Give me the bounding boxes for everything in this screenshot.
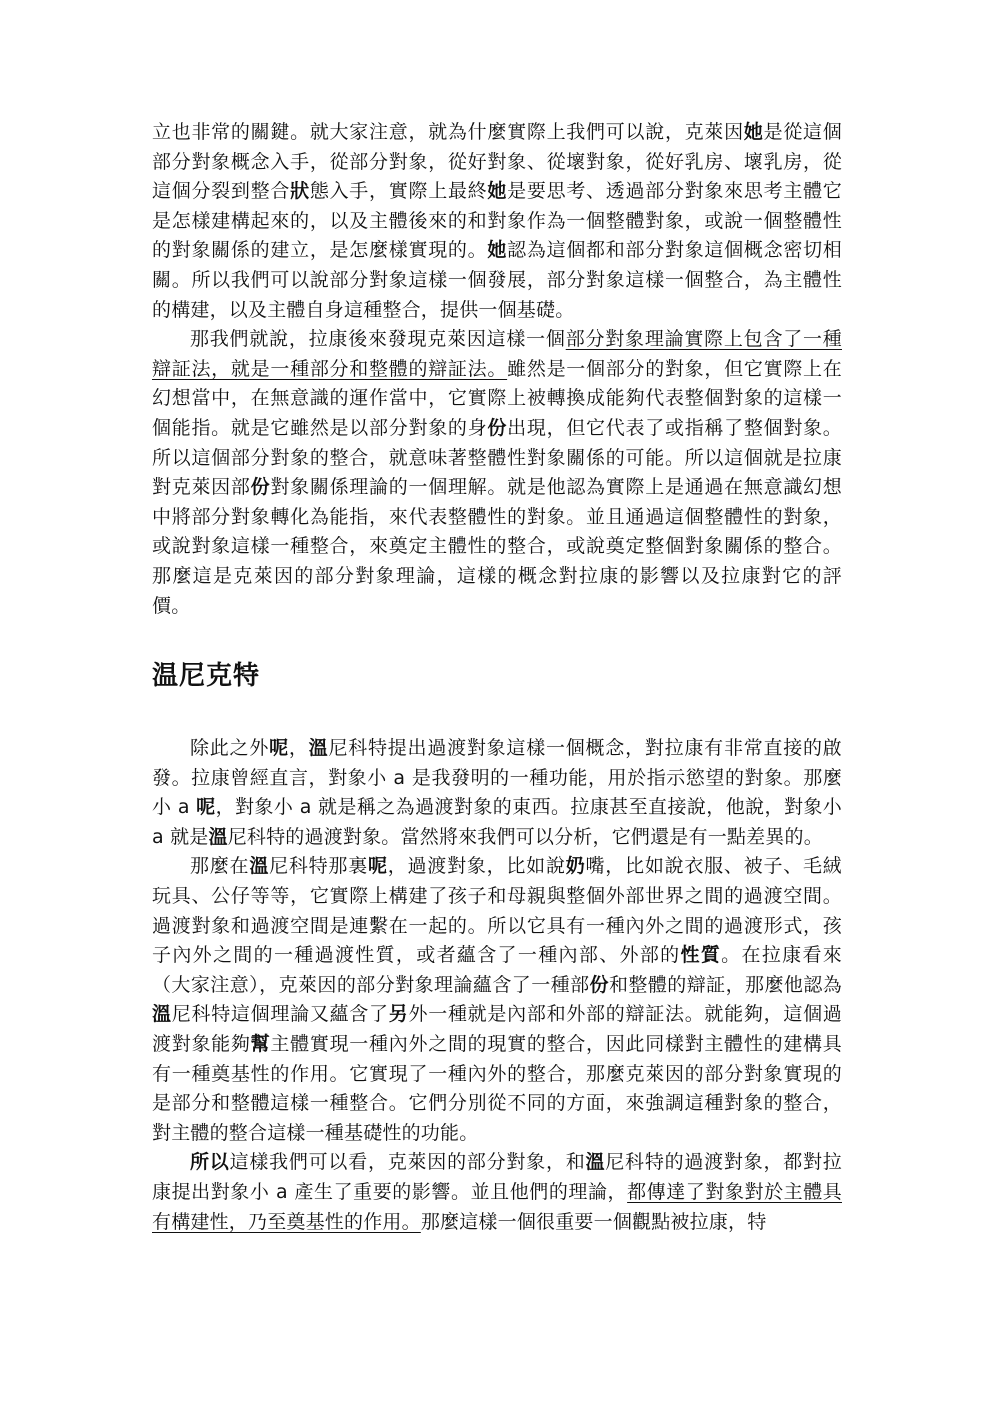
paragraph-conclusion <box>152 1148 842 1237</box>
text-run: 對象關係理論的一個理解。就是他認為實際上是通過在無意識幻想中將部分對象轉化為能指，來代表整體性的對象。並且通過這個整體性的對象，或說對象這樣一種整合，來奠定主體性的整合，或說奠定整個對象關係的整合。那麼這是克萊因的部分對象理論，這樣的概念對拉康的影響以及拉康對它的評價。 <box>152 476 842 617</box>
bold-text-run: 她 <box>743 121 764 143</box>
bold-text-run: 奶 <box>565 855 586 878</box>
text-run: 尼科特那裏 <box>269 855 368 878</box>
bold-text-run: 所以 <box>190 1151 230 1174</box>
text-run: 主體實現一種內外之間的現實的整合，因此同樣對主體性的建構具有一種奠基性的作用。它實現了一種內外的整合，那麼克萊因的部分對象實現的是部分和整體這樣一種整合。它們分別從不同的方面，來強調這種對象的整合，對主體的整合這樣一種基礎性的功能。 <box>152 1033 842 1144</box>
bold-text-run: 呢 <box>269 737 289 760</box>
text-run: 。在拉康看來（大家注意），克萊因的部分對象理論蘊含了一種部 <box>152 944 843 996</box>
text-run: 尼科特這個理論又蘊含了 <box>171 1003 389 1026</box>
text-run: 那麼在 <box>190 855 250 878</box>
text-run: 尼科特的過渡對象。當然將來我們可以分析，它們還是有一點差異的。 <box>227 825 823 848</box>
paragraph-lacan-on-klein <box>152 325 842 621</box>
text-run: 除此之外 <box>190 737 270 760</box>
bold-text-run: 溫 <box>249 855 270 878</box>
text-run: 是從這個部分對象概念入手，從部分對象，從好對象、從壞對象，從好乳房、壞乳房，從這個分裂到整合 <box>152 121 842 203</box>
text-run: ，對象小 a 就是稱之為過渡對象的東西。拉康甚至直接說，他說，對象小 a 就是 <box>152 796 842 848</box>
text-run: 尼科特提出過渡對象這樣一個概念，對拉康有非常直接的啟發。拉康曾經直言，對象小 a 是我發明的一種功能，用於指示慾望的對象。那麼小 a <box>152 737 843 819</box>
text-run: 態入手，實際上最終 <box>309 180 488 203</box>
paragraph-klein-partial-object-intro <box>152 118 842 325</box>
bold-text-run: 溫 <box>585 1151 606 1174</box>
bold-text-run: 溫 <box>152 1003 172 1026</box>
underlined-text-run: 部分對象理論實際上包含了一種辯証法，就是一種部分和整體的辯証法。 <box>152 328 842 380</box>
bold-text-run: 呢 <box>196 796 216 819</box>
bold-text-run: 呢 <box>367 855 388 878</box>
document-page <box>152 118 842 1237</box>
bold-text-run: 份 <box>250 476 271 499</box>
text-run: 尼科特的過渡對象，都對拉康提出對象小 a 產生了重要的影響。並且他們的理論， <box>152 1151 842 1203</box>
text-run: 雖然是一個部分的對象，但它實際上在幻想當中，在無意識的運作當中，它實際上被轉換成能夠代表整個對象的這樣一個能指。就是它雖然是以部分對象的身 <box>152 357 842 439</box>
text-run: 外一種就是內部和外部的辯証法。就能夠，這個過渡對象能夠 <box>152 1003 843 1056</box>
text-run: 嘴，比如說衣服、被子、毛絨玩具、公仔等等，它實際上構建了孩子和母親與整個外部世界之間的過渡空間。過渡對象和過渡空間是連繫在一起的。所以它具有一種內外之間的過渡形式，孩子內外之間的一種過渡性質，或者蘊含了一種內部、外部的 <box>152 855 842 967</box>
bold-text-run: 另 <box>388 1003 409 1026</box>
section-heading-winnicott: 温尼克特 <box>152 661 261 692</box>
text-run: 那我們就說，拉康後來發現克萊因這樣一個 <box>190 328 566 351</box>
bold-text-run: 狀 <box>290 180 310 203</box>
text-run: 和整體的辯証，那麼他認為 <box>608 973 842 996</box>
bold-text-run: 溫 <box>308 737 329 760</box>
bold-text-run: 份 <box>487 416 508 439</box>
text-run: 出現，但它代表了或指稱了整個對象。所以這個部分對象的整合，就意味著整體性對象關係的可能。所以這個就是拉康對克萊因部 <box>152 416 843 499</box>
bold-text-run: 她 <box>487 180 508 203</box>
text-run: ， <box>288 737 309 760</box>
paragraph-transitional-space <box>152 852 842 1148</box>
bold-text-run: 性質 <box>680 944 722 967</box>
bold-text-run: 溫 <box>208 825 228 848</box>
underlined-text-run: 都傳達了對象對於主體具有構建性，乃至奠基性的作用。 <box>152 1181 842 1233</box>
text-run: ，過渡對象，比如說 <box>387 855 566 878</box>
bold-text-run: 份 <box>589 973 609 996</box>
text-run: 那麼這樣一個很重要一個觀點被拉康，特 <box>420 1210 767 1233</box>
text-run: 這樣我們可以看，克萊因的部分對象，和 <box>229 1151 586 1174</box>
paragraph-transitional-object-intro <box>152 734 842 852</box>
text-run: 立也非常的關鍵。就大家注意，就為什麼實際上我們可以說，克萊因 <box>152 121 744 143</box>
bold-text-run: 幫 <box>250 1033 271 1056</box>
bold-text-run: 她 <box>487 239 508 262</box>
text-run: 認為這個都和部分對象這個概念密切相關。所以我們可以說部分對象這樣一個發展，部分對象這樣一個整合，為主體性的構建，以及主體自身這種整合，提供一個基礎。 <box>152 239 843 321</box>
text-run: 是要思考、透過部分對象來思考主體它是怎樣建構起來的，以及主體後來的和對象作為一個整體對象，或說一個整體性的對象關係的建立，是怎麼樣實現的。 <box>152 180 842 262</box>
